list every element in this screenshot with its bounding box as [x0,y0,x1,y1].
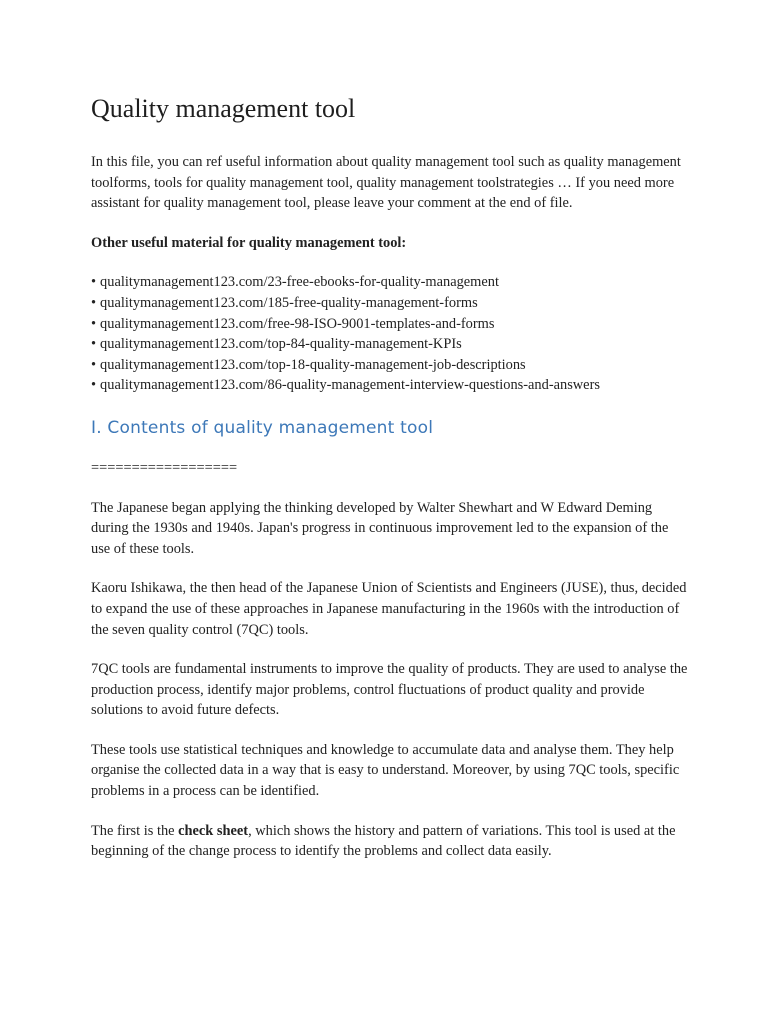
body-paragraph-1: The Japanese began applying the thinking developed by Walter Shewhart and W Edward Deming during the 1930s and 1940s. Japan's progress in continuous improvement led to the expansion of the use of these tools. [91,499,669,557]
list-item[interactable] [91,293,691,314]
bullet-icon: • [91,315,97,332]
check-sheet-term: check sheet [178,822,249,839]
section-heading: I. Contents of quality management tool [91,417,434,438]
list-item[interactable] [91,334,691,355]
intro-paragraph: In this file, you can ref useful information about quality management tool such as quality management toolforms, tools for quality management tool, quality management toolstrategies … If you need more assistant for quality management tool, please leave your comment at the end of file. [91,154,681,212]
bullet-icon: • [91,377,97,394]
separator-line: ================== [91,459,238,476]
bullet-icon: • [91,336,97,353]
link-text[interactable]: qualitymanagement123.com/top-18-quality-management-job-descriptions [100,356,526,373]
useful-links-list [91,272,691,396]
list-item[interactable] [91,375,691,396]
bullet-icon: • [91,356,97,373]
document-title: Quality management tool [91,94,356,123]
document-page [91,92,691,881]
body-paragraph-3: 7QC tools are fundamental instruments to improve the quality of products. They are used to analyse the production process, identify major problems, control fluctuations of product quality and provide solutions to avoid future defects. [91,661,688,719]
bullet-icon: • [91,274,97,291]
body-paragraph-2: Kaoru Ishikawa, the then head of the Japanese Union of Scientists and Engineers (JUSE), thus, decided to expand the use of these approaches in Japanese manufacturing in the 1960s with the introduction of the seven quality control (7QC) tools. [91,580,687,638]
body-paragraph-5 [91,821,691,862]
list-item[interactable] [91,355,691,376]
link-text[interactable]: qualitymanagement123.com/top-84-quality-management-KPIs [100,336,462,353]
paragraph-5-lead: The first is the [91,822,179,839]
link-text[interactable]: qualitymanagement123.com/185-free-quality-management-forms [100,294,478,311]
paragraph-5-rest: , which shows the history and pattern of variations. This tool is used at the beginning of the change process to identify the problems and collect data easily. [91,822,676,860]
link-text[interactable]: qualitymanagement123.com/free-98-ISO-9001-templates-and-forms [100,315,495,332]
body-paragraph-4: These tools use statistical techniques and knowledge to accumulate data and analyse them. They help organise the collected data in a way that is easy to understand. Moreover, by using 7QC tools, specific problems in a process can be identified. [91,741,680,800]
link-text[interactable]: qualitymanagement123.com/86-quality-management-interview-questions-and-answers [100,377,600,394]
bullet-icon: • [91,294,97,311]
list-item[interactable] [91,314,691,335]
other-material-heading: Other useful material for quality management tool: [91,234,407,251]
list-item[interactable] [91,272,691,293]
link-text[interactable]: qualitymanagement123.com/23-free-ebooks-for-quality-management [100,274,499,291]
